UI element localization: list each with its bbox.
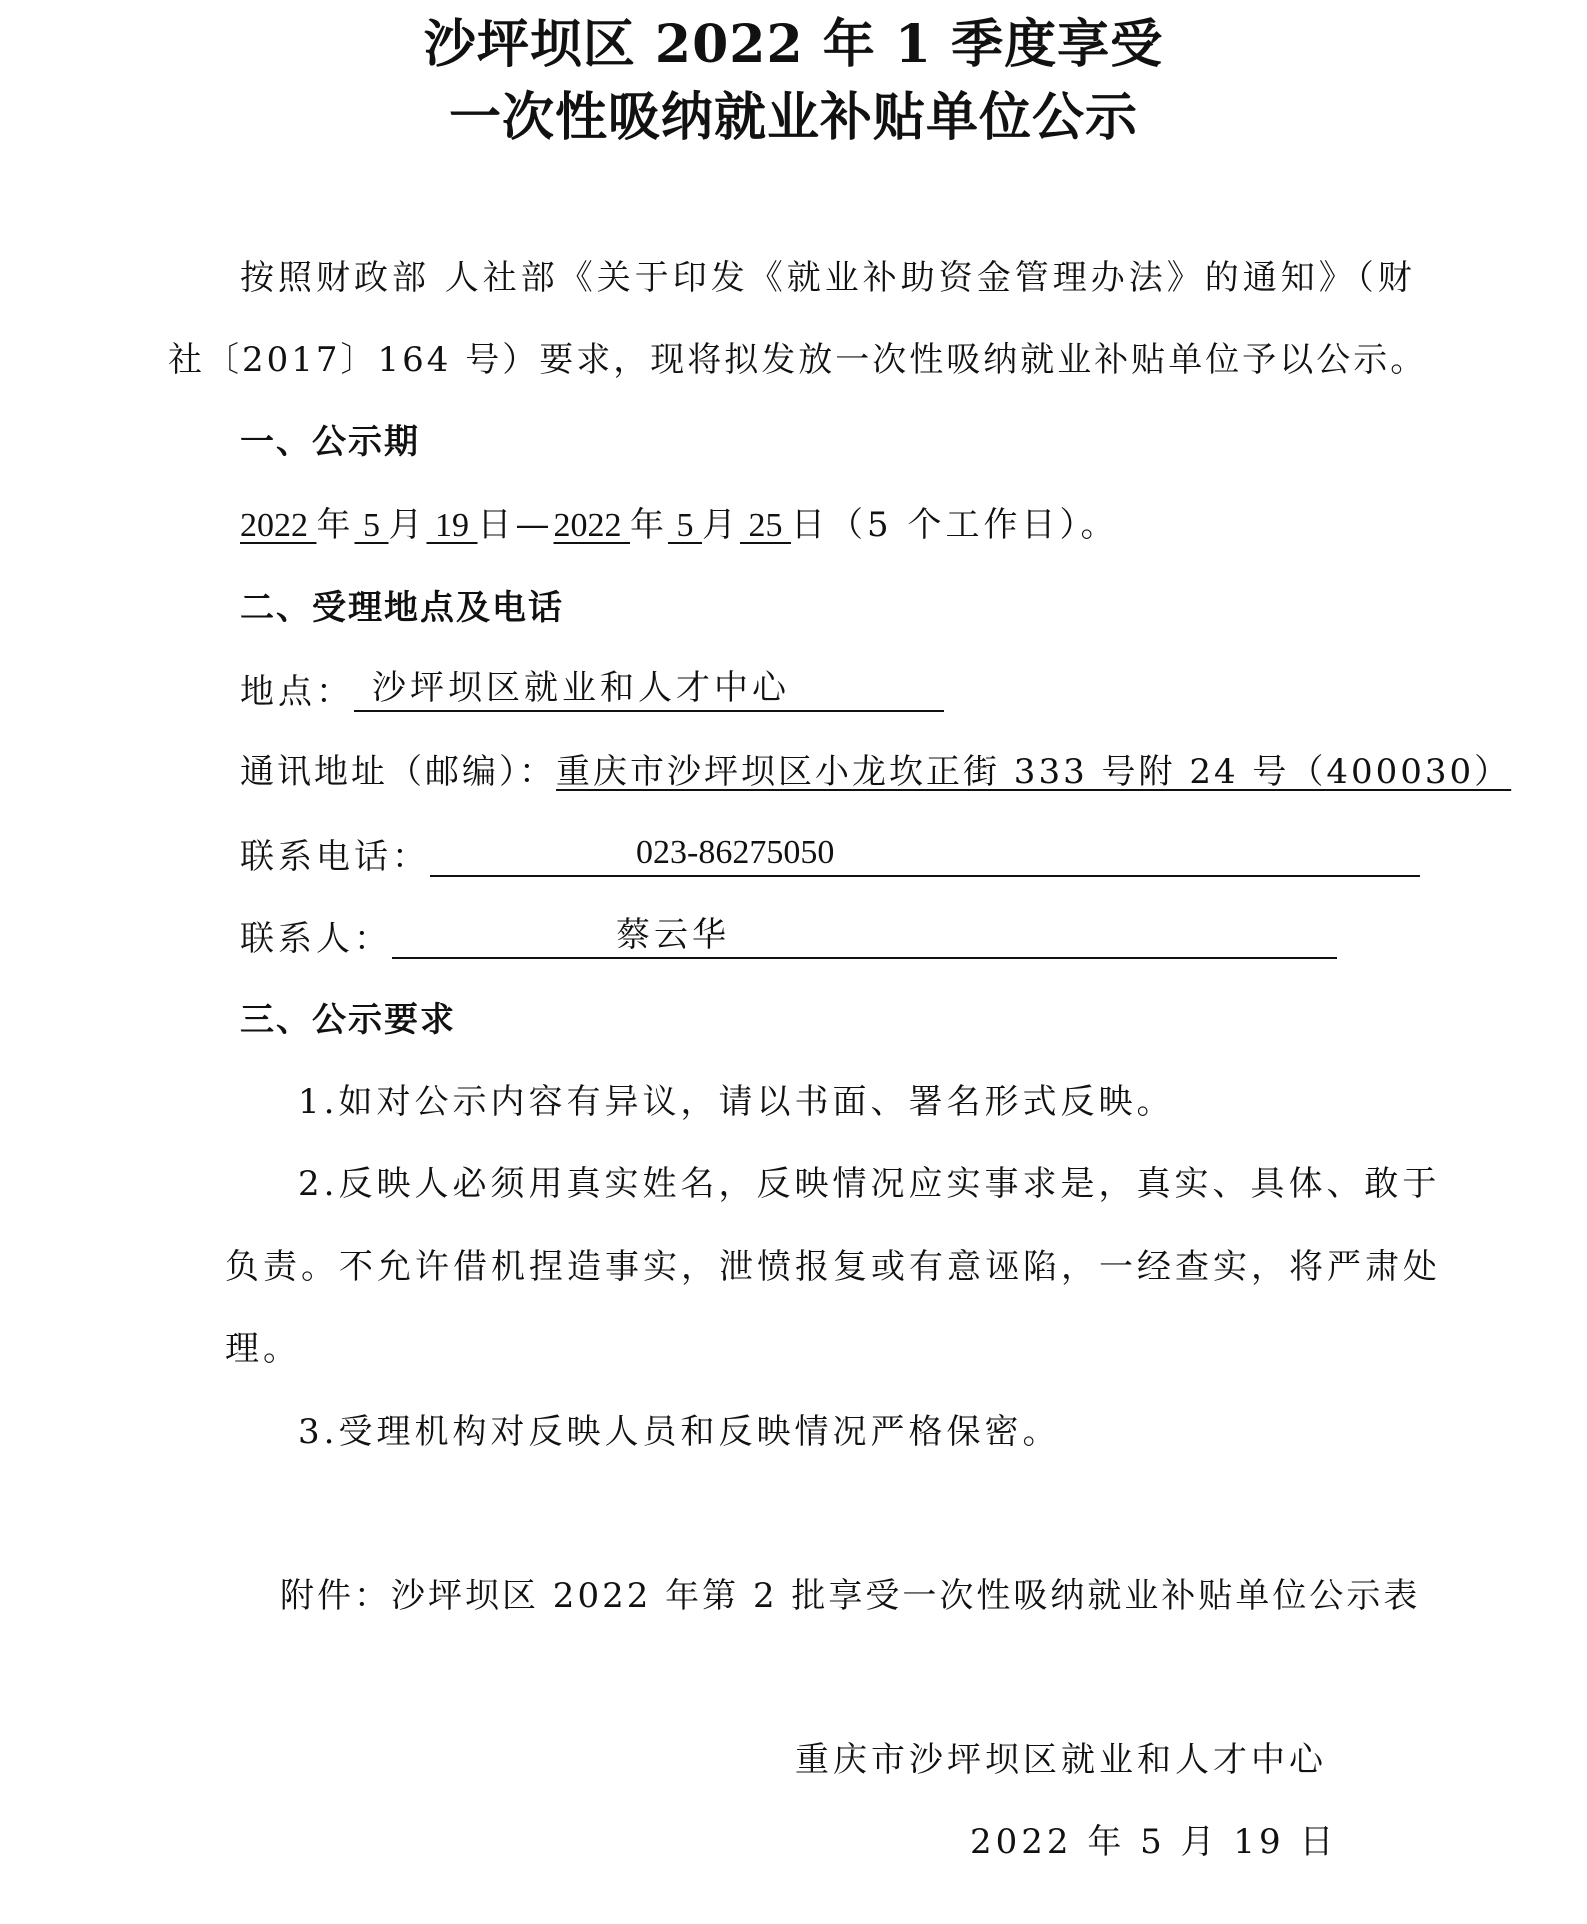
- requirement-2-line-3: 理。: [225, 1329, 301, 1369]
- contact-row: [240, 917, 1337, 959]
- start-day: 19: [426, 507, 478, 544]
- requirement-3: 3.受理机构对反映人员和反映情况严格保密。: [298, 1412, 1061, 1452]
- month-word: 月: [388, 505, 427, 545]
- year-word-2: 年: [630, 505, 668, 545]
- end-month: 5: [668, 507, 702, 544]
- requirement-2-line-1: 2.反映人必须用真实姓名，反映情况应实事求是，真实、具体、敢于: [298, 1164, 1441, 1204]
- signature-org: 重庆市沙坪坝区就业和人才中心: [795, 1740, 1327, 1780]
- section-3-heading: 三、公示要求: [240, 1000, 456, 1040]
- location-row: [240, 670, 944, 712]
- month-word-2: 月: [702, 505, 740, 545]
- contact-label: 联系人：: [240, 919, 392, 959]
- address-value: 重庆市沙坪坝区小龙坎正街 333 号附 24 号（400030）: [556, 752, 1512, 792]
- start-month: 5: [354, 507, 389, 544]
- intro-line-1: 按照财政部 人社部《关于印发《就业补助资金管理办法》的通知》（财: [240, 258, 1416, 298]
- period-tail: 日（5 个工作日）。: [791, 505, 1119, 545]
- address-label: 通讯地址（邮编）：: [240, 752, 556, 792]
- requirement-2-line-2: 负责。不允许借机捏造事实，泄愤报复或有意诬陷，一经查实，将严肃处: [225, 1247, 1441, 1287]
- phone-value: 023-86275050: [636, 834, 835, 871]
- signature-date: 2022 年 5 月 19 日: [970, 1822, 1338, 1862]
- contact-field: [392, 917, 1337, 959]
- section-1-heading: 一、公示期: [240, 422, 420, 462]
- phone-label: 联系电话：: [240, 837, 430, 877]
- publicity-period: [240, 505, 1118, 546]
- intro-line-2: 社〔2017〕164 号）要求，现将拟发放一次性吸纳就业补贴单位予以公示。: [168, 340, 1428, 380]
- attachment-note: 附件：沙坪坝区 2022 年第 2 批享受一次性吸纳就业补贴单位公示表: [280, 1576, 1421, 1616]
- document-title-line-2: 一次性吸纳就业补贴单位公示: [448, 87, 1138, 148]
- phone-field: [430, 835, 1420, 877]
- end-year: 2022: [553, 507, 630, 544]
- end-day: 25: [740, 507, 791, 544]
- day-dash: 日—: [477, 505, 554, 545]
- phone-row: [240, 835, 1420, 877]
- year-word: 年: [316, 505, 355, 545]
- section-2-heading: 二、受理地点及电话: [240, 588, 564, 628]
- location-label: 地点：: [240, 672, 354, 712]
- start-year: 2022: [240, 507, 317, 544]
- contact-value: 蔡云华: [616, 915, 730, 955]
- document-title-line-1: 沙坪坝区 2022 年 1 季度享受: [423, 14, 1164, 75]
- address-row: [240, 752, 1511, 792]
- location-value: 沙坪坝区就业和人才中心: [372, 668, 790, 708]
- location-field: [354, 670, 944, 712]
- requirement-1: 1.如对公示内容有异议，请以书面、署名形式反映。: [298, 1082, 1175, 1122]
